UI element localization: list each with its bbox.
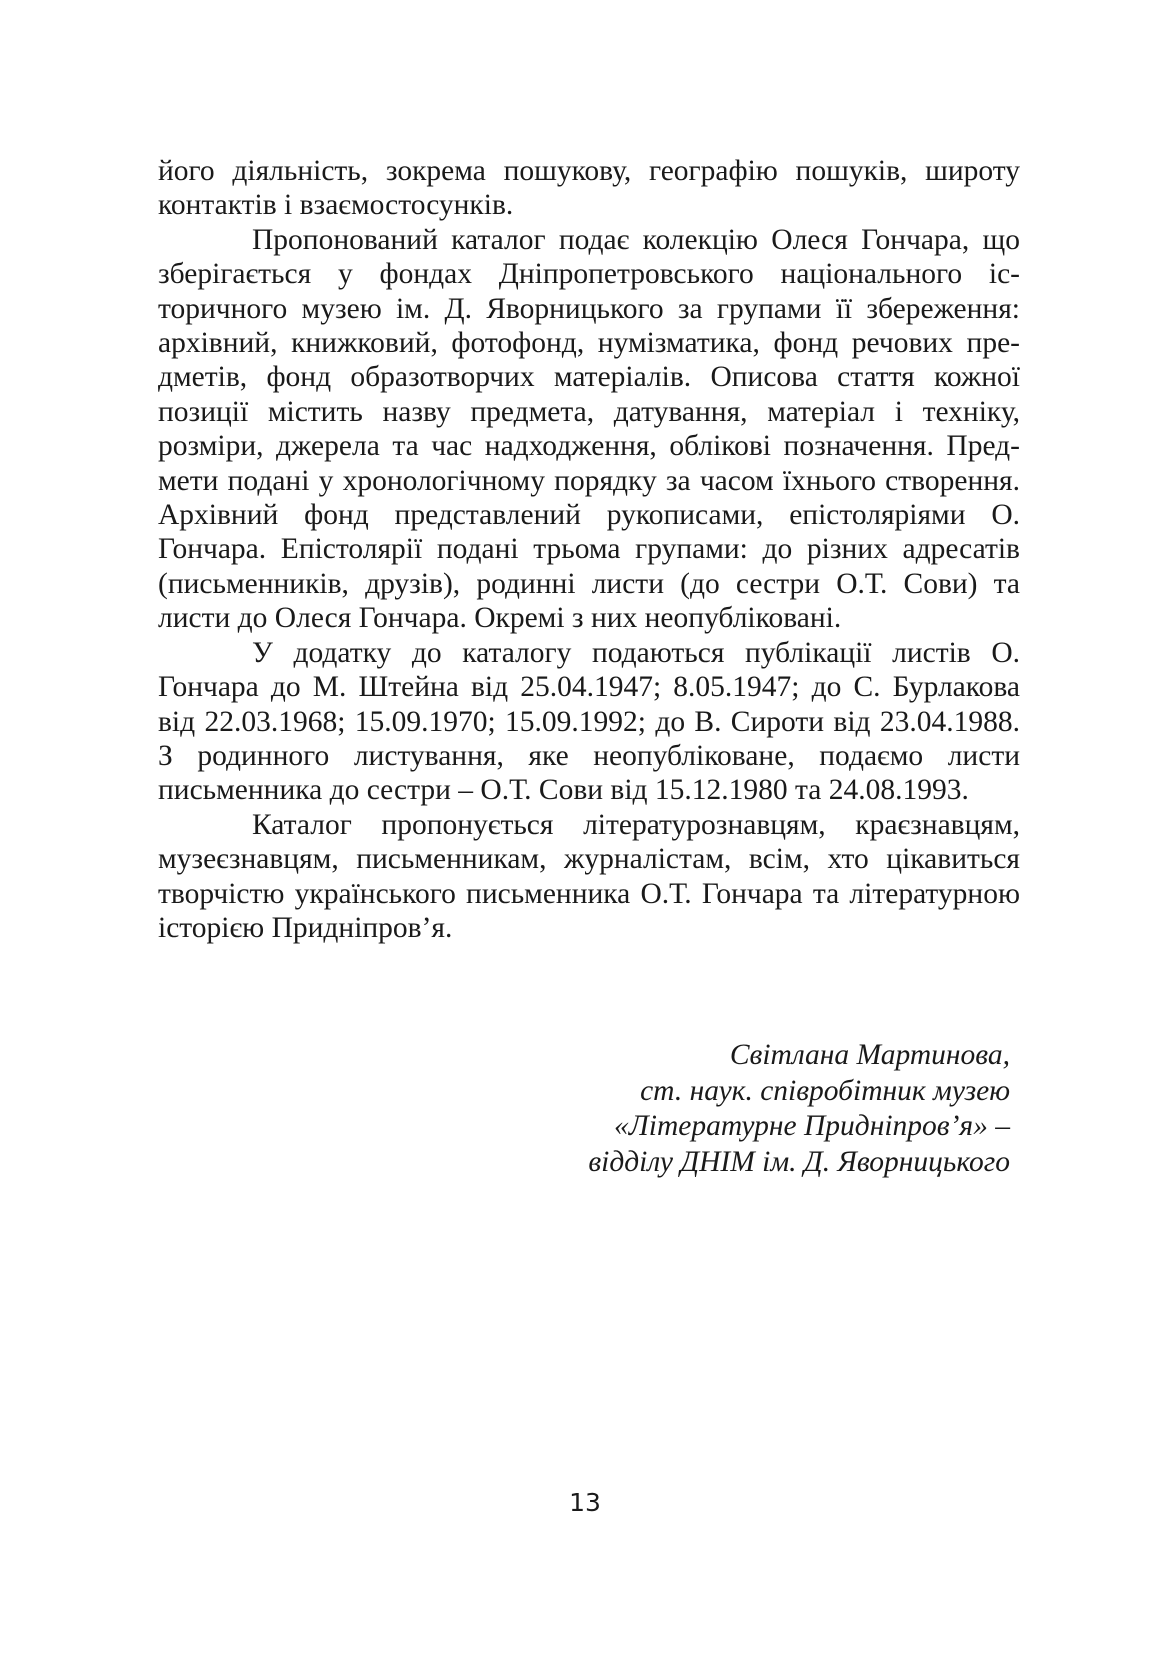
paragraph-audience: Каталог пропонується літературознавцям, краєзнавцям, музеєзнавцям, письменникам, журналістам, всім, хто цікавиться творчістю українського письменника О.Т. Гончара та літературною історією Придніпров’я. bbox=[158, 808, 1020, 944]
signature-department: відділу ДНІМ ім. Д. Яворницького bbox=[588, 1145, 1010, 1178]
signature-museum: «Літературне Придніпров’я» – bbox=[614, 1110, 1010, 1142]
signature-name: Світлана Мартинова, bbox=[729, 1039, 1010, 1071]
author-signature bbox=[310, 1038, 1010, 1180]
body-text bbox=[158, 154, 1020, 945]
paragraph-continuation: його діяльність, зокрема пошукову, географію пошуків, широту контактів і взаємостосунків. bbox=[158, 155, 1020, 222]
paragraph-appendix: У додатку до каталогу подаються публікації листів О. Гончара до М. Штейна від 25.04.1947; 8.05.1947; до С. Бурлакова від 22.03.1968; 15.09.1970; 15.09.1992; до В. Сироти від 23.04.1988. З родинного листування, яке неопубліковане, подаємо листи письменника до сестри – О.Т. Сови від 15.12.1980 та 24.08.1993. bbox=[158, 636, 1020, 807]
paragraph-catalog-description: Пропонований каталог подає колекцію Олеся Гончара, що зберігається у фондах Дніпропетровського національного історичного музею ім. Д. Яворницького за групами її збереження: архівний, книжковий, фотофонд, нумізматика, фонд речових предметів, фонд образотворчих матеріалів. Описова стаття кожної позиції містить назву предмета, датування, матеріал і техніку, розміри, джерела та час надходження, облікові позначення. Предмети подані у хронологічному порядку за часом їхнього створення. Архівний фонд представлений рукописами, епістоляріями О. Гончара. Епістолярії подані трьома групами: до різних адресатів (письменників, друзів), родинні листи (до сестри О.Т. Сови) та листи до Олеся Гончара. Окремі з них неопубліковані. bbox=[158, 223, 1020, 635]
signature-position: ст. наук. співробітник музею bbox=[640, 1074, 1010, 1107]
page-number: 13 bbox=[569, 1488, 601, 1517]
